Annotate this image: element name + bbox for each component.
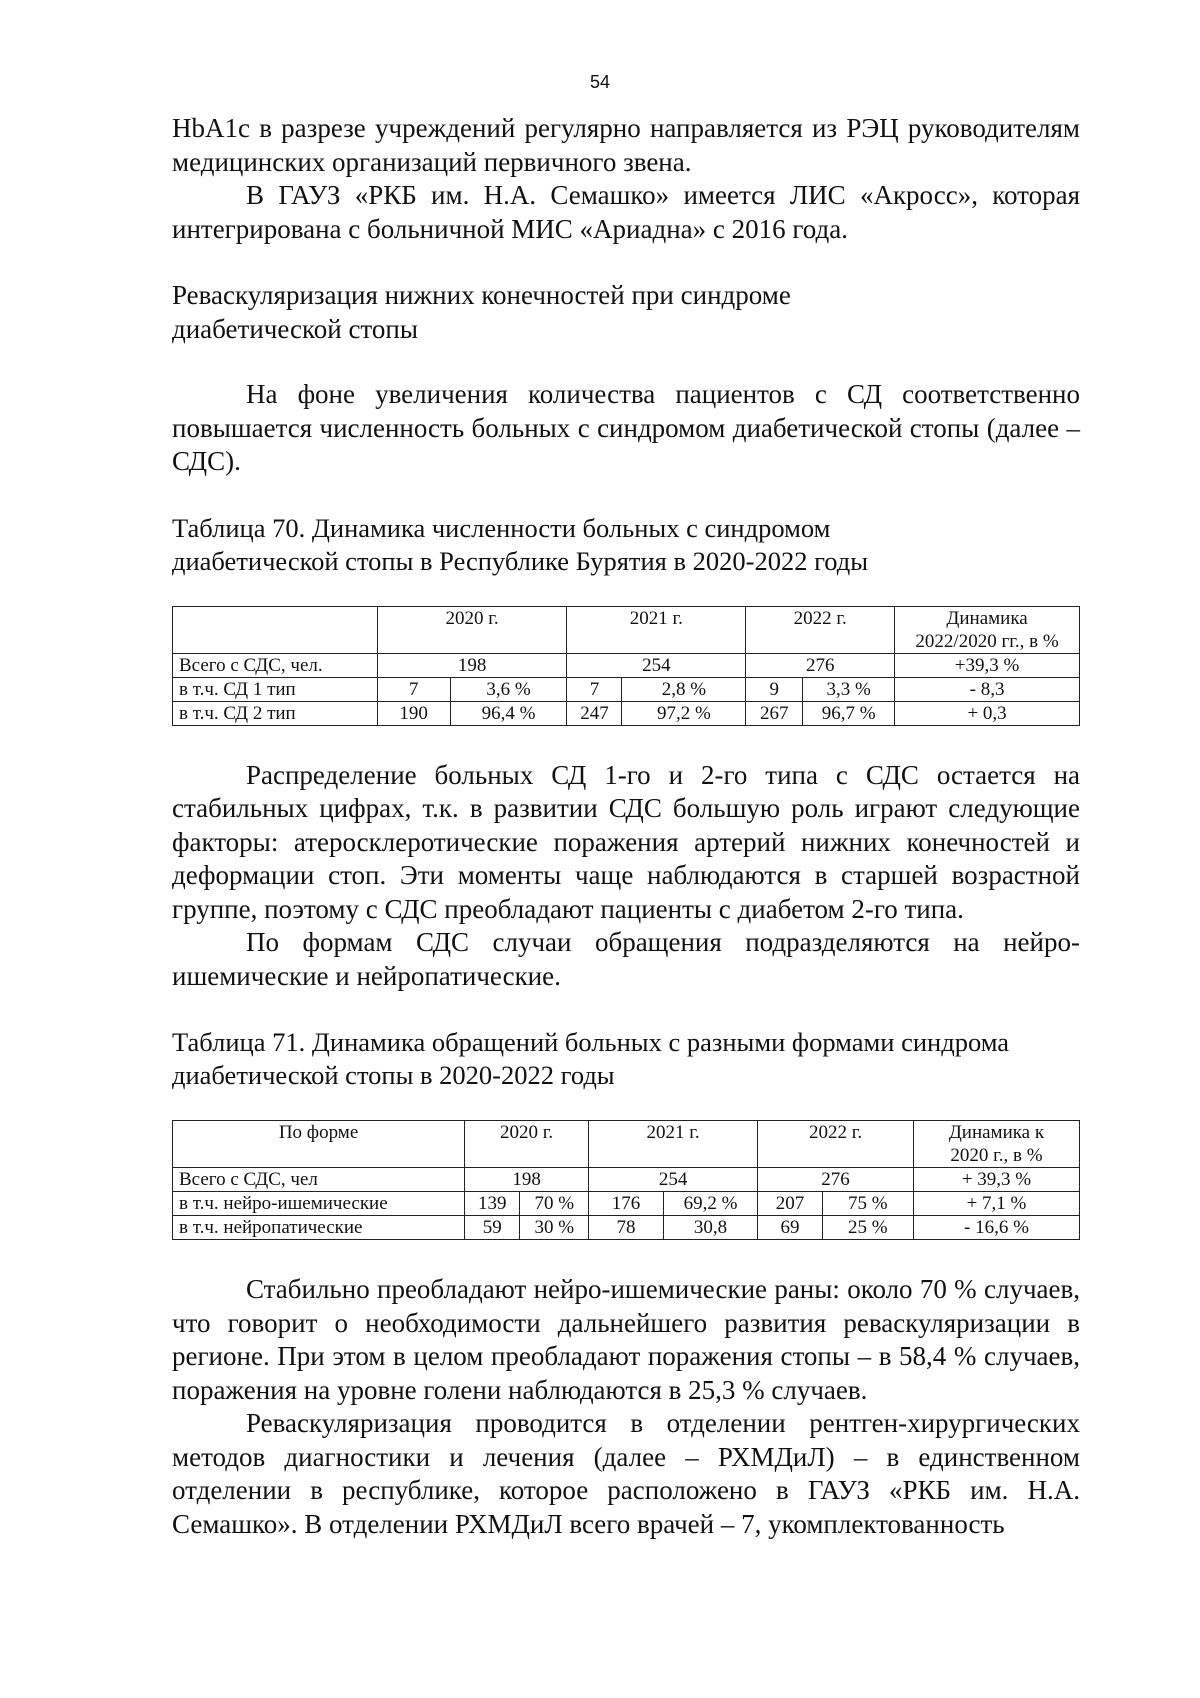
table-cell: 59 [465,1216,520,1240]
table-header-row [173,1121,1080,1168]
table-cell: 30 % [520,1216,589,1240]
row-label: Всего с СДС, чел. [173,653,378,677]
section-heading-line1: Реваскуляризация нижних конечностей при синдроме [172,280,791,310]
table-header-row [173,606,1080,653]
table-cell: 7 [567,677,622,701]
table70-caption [172,512,1080,578]
table-cell: 9 [746,677,803,701]
table71 [172,1120,1080,1240]
table-header-cell: 2020 г. [465,1121,589,1168]
paragraph-wounds: Стабильно преобладают нейро-ишемические раны: около 70 % случаев, что говорит о необходимости дальнейшего развития реваскуляризации в регионе. При этом в целом преобладают поражения стопы – в 58,4 % случаев, поражения на уровне голени наблюдаются в 25,3 % случаев. [172,1274,1080,1405]
table-row [173,1216,1080,1240]
table-header-cell: По форме [173,1121,465,1168]
table-cell: 70 % [520,1192,589,1216]
table-cell: 276 [746,653,895,677]
table-cell: 3,3 % [803,677,895,701]
table-row [173,653,1080,677]
table71-caption [172,1026,1080,1092]
row-label: в т.ч. СД 2 тип [173,701,378,725]
paragraph-hba1c: HbA1c в разрезе учреждений регулярно направляется из РЭЦ руководителям медицинских организаций первичного звена. [172,113,1080,177]
table-cell: 2,8 % [622,677,746,701]
table70 [172,606,1080,726]
table-cell: 139 [465,1192,520,1216]
table-cell: 176 [589,1192,664,1216]
page-number: 54 [589,72,611,92]
table-row [173,701,1080,725]
dynamics-header-line2: 2020 г., в % [950,1145,1043,1166]
paragraph-sds-intro: На фоне увеличения количества пациентов с СД соответственно повышается численность больных с синдромом диабетической стопы (далее – СДС). [172,379,1080,476]
table70-caption-line2: диабетической стопы в Республике Бурятия в 2020-2022 годы [172,545,869,576]
row-label: в т.ч. СД 1 тип [173,677,378,701]
paragraph-forms: По формам СДС случаи обращения подразделяются на нейро-ишемические и нейропатические. [172,927,1080,991]
table-cell: + 0,3 [895,701,1080,725]
table-header-cell: 2022 г. [758,1121,914,1168]
table-cell: 254 [589,1168,758,1192]
table-cell: +39,3 % [895,653,1080,677]
table-header-cell: 2021 г. [567,606,746,653]
table-cell: 69,2 % [663,1192,757,1216]
table-cell: 30,8 [663,1216,757,1240]
paragraph-revascularization: Реваскуляризация проводится в отделении рентген-хирургических методов диагностики и лечения (далее – РХМДиЛ) – в единственном отделении в республике, которое расположено в ГАУЗ «РКБ им. Н.А. Семашко». В отделении РХМДиЛ всего врачей – 7, укомплектованность [172,1408,1080,1539]
table-cell: 78 [589,1216,664,1240]
dynamics-header-line1: Динамика к [948,1122,1045,1143]
table-cell: + 39,3 % [913,1168,1079,1192]
table-cell: 25 % [822,1216,913,1240]
table-row [173,677,1080,701]
dynamics-header-line1: Динамика [946,607,1028,629]
section-heading-line2: диабетической стопы [172,313,418,344]
row-label: в т.ч. нейропатические [173,1216,465,1240]
paragraph-distribution: Распределение больных СД 1-го и 2-го типа с СДС остается на стабильных цифрах, т.к. в развитии СДС большую роль играют следующие факторы: атеросклеротические поражения артерий нижних конечностей и деформации стоп. Эти моменты чаще наблюдаются в старшей возрастной группе, поэтому с СДС преобладают пациенты с диабетом 2-го типа. [172,759,1080,924]
table-header-cell [895,606,1080,653]
table-cell: 247 [567,701,622,725]
table-cell: 3,6 % [450,677,567,701]
table-cell: + 7,1 % [913,1192,1079,1216]
paragraph-lis: В ГАУЗ «РКБ им. Н.А. Семашко» имеется ЛИС «Акросс», которая интегрирована с больничной МИС «Ариадна» с 2016 года. [172,180,1080,244]
table-header-cell: 2020 г. [377,606,567,653]
table-row [173,1168,1080,1192]
table-header-cell [173,606,378,653]
section-heading [172,279,1080,346]
table-cell: - 16,6 % [913,1216,1079,1240]
table-cell: 97,2 % [622,701,746,725]
table-cell: - 8,3 [895,677,1080,701]
table-cell: 254 [567,653,746,677]
table-cell: 96,7 % [803,701,895,725]
table71-caption-line1: Таблица 71. Динамика обращений больных с разными формами синдрома [172,1027,1010,1057]
document-body [172,112,1080,1541]
row-label: в т.ч. нейро-ишемические [173,1192,465,1216]
table-cell: 75 % [822,1192,913,1216]
row-label: Всего с СДС, чел [173,1168,465,1192]
dynamics-header-line2: 2022/2020 гг., в % [915,630,1059,652]
table-cell: 7 [377,677,450,701]
table-cell: 207 [758,1192,823,1216]
table-cell: 69 [758,1216,823,1240]
table-cell: 96,4 % [450,701,567,725]
table-header-cell: 2022 г. [746,606,895,653]
table71-caption-line2: диабетической стопы в 2020-2022 годы [172,1060,615,1090]
table-header-cell: 2021 г. [589,1121,758,1168]
table-cell: 198 [465,1168,589,1192]
table-cell: 267 [746,701,803,725]
table-cell: 190 [377,701,450,725]
table-row [173,1192,1080,1216]
table70-caption-line1: Таблица 70. Динамика численности больных с синдромом [172,512,831,543]
table-cell: 276 [758,1168,914,1192]
table-header-cell [913,1121,1079,1168]
table-cell: 198 [377,653,567,677]
